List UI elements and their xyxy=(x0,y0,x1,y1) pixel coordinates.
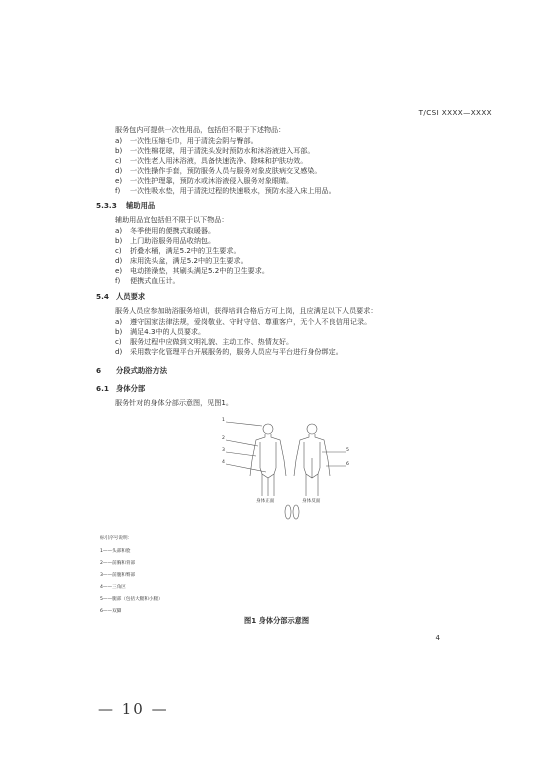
marker-1: 1 xyxy=(222,418,225,423)
list-item: c) 服务过程中应做到文明礼貌、主动工作、热情友好。 xyxy=(115,337,294,346)
folio-number: — 10 — xyxy=(98,700,169,718)
section-heading-5-4: 5.4 人员要求 xyxy=(96,292,146,301)
legend-item: 3——前腹和臀部 xyxy=(100,573,136,578)
legend-item: 1——头部和脸 xyxy=(100,549,131,554)
section-heading-6: 6 分段式助浴方法 xyxy=(96,366,168,375)
list-item: b) 一次性棉花球，用于清洗头发时预防水和沐浴液进入耳部。 xyxy=(115,146,315,155)
legend-title: 标引序号说明： xyxy=(100,536,133,541)
list-item: b) 满足4.3中的人员要求。 xyxy=(115,327,206,336)
back-label: 身体反面 xyxy=(302,499,321,504)
section-heading-6-1: 6.1 身体分部 xyxy=(96,384,146,393)
page-number: 4 xyxy=(435,634,440,642)
list-item: a) 一次性压缩毛巾，用于清洗会阴与臀部。 xyxy=(115,136,258,145)
marker-5: 5 xyxy=(346,448,349,453)
document-code: T/CSI XXXX—XXXX xyxy=(418,108,492,117)
section-intro: 服务针对的身体分部示意图，见图1。 xyxy=(115,398,234,407)
items-intro: 服务包内可提供一次性用品，包括但不限于下述物品： xyxy=(115,125,286,134)
list-item: a) 遵守国家法律法规，爱岗敬业、守时守信、尊重客户，无个人不良信用记录。 xyxy=(115,317,372,326)
list-item: f) 一次性吸水垫，用于清洗过程的快速吸水，预防水浸入床上用品。 xyxy=(115,186,336,195)
list-item: e) 电动搓澡垫，其刷头满足5.2中的卫生要求。 xyxy=(115,266,269,275)
legend-item: 4——三角区 xyxy=(100,585,126,590)
list-item: c) 一次性老人用沐浴液，具备快速洗净、除味和护肤功效。 xyxy=(115,156,308,165)
legend-item: 2——前胸和背部 xyxy=(100,561,136,566)
legend-item: 6——双脚 xyxy=(100,609,122,614)
list-item: d) 一次性操作手套，预防服务人员与服务对象皮肤病交叉感染。 xyxy=(115,166,322,175)
list-item: c) 折叠水桶，满足5.2中的卫生要求。 xyxy=(115,246,241,255)
section-heading-5-3-3: 5.3.3 辅助用品 xyxy=(96,201,156,210)
figure-caption: 图1 身体分部示意图 xyxy=(244,616,310,625)
body-diagram-drawing xyxy=(222,418,350,528)
list-item: d) 采用数字化管理平台开展服务的，服务人员应与平台进行身份绑定。 xyxy=(115,347,343,356)
body-diagram xyxy=(222,418,350,528)
list-item: f) 便携式血压计。 xyxy=(115,276,180,285)
list-item: d) 床用洗头盆，满足5.2中的卫生要求。 xyxy=(115,256,248,265)
marker-2: 2 xyxy=(222,436,225,441)
list-item: e) 一次性护理靠，预防水或沐浴液侵入服务对象眼睛。 xyxy=(115,176,294,185)
front-label: 身体正面 xyxy=(256,499,275,504)
list-item: a) 冬季使用的便携式取暖器。 xyxy=(115,226,216,235)
legend-item: 5——腿部（包括大腿和小腿） xyxy=(100,597,163,602)
marker-3: 3 xyxy=(222,448,225,453)
section-intro: 服务人员应参加助浴服务培训，获得培训合格后方可上岗，且应满足以下人员要求： xyxy=(115,306,378,315)
list-item: b) 上门助浴服务用品收纳包。 xyxy=(115,236,216,245)
section-intro: 辅助用品宜包括但不限于以下物品： xyxy=(115,215,229,224)
marker-4: 4 xyxy=(222,460,225,465)
marker-6: 6 xyxy=(346,462,349,467)
